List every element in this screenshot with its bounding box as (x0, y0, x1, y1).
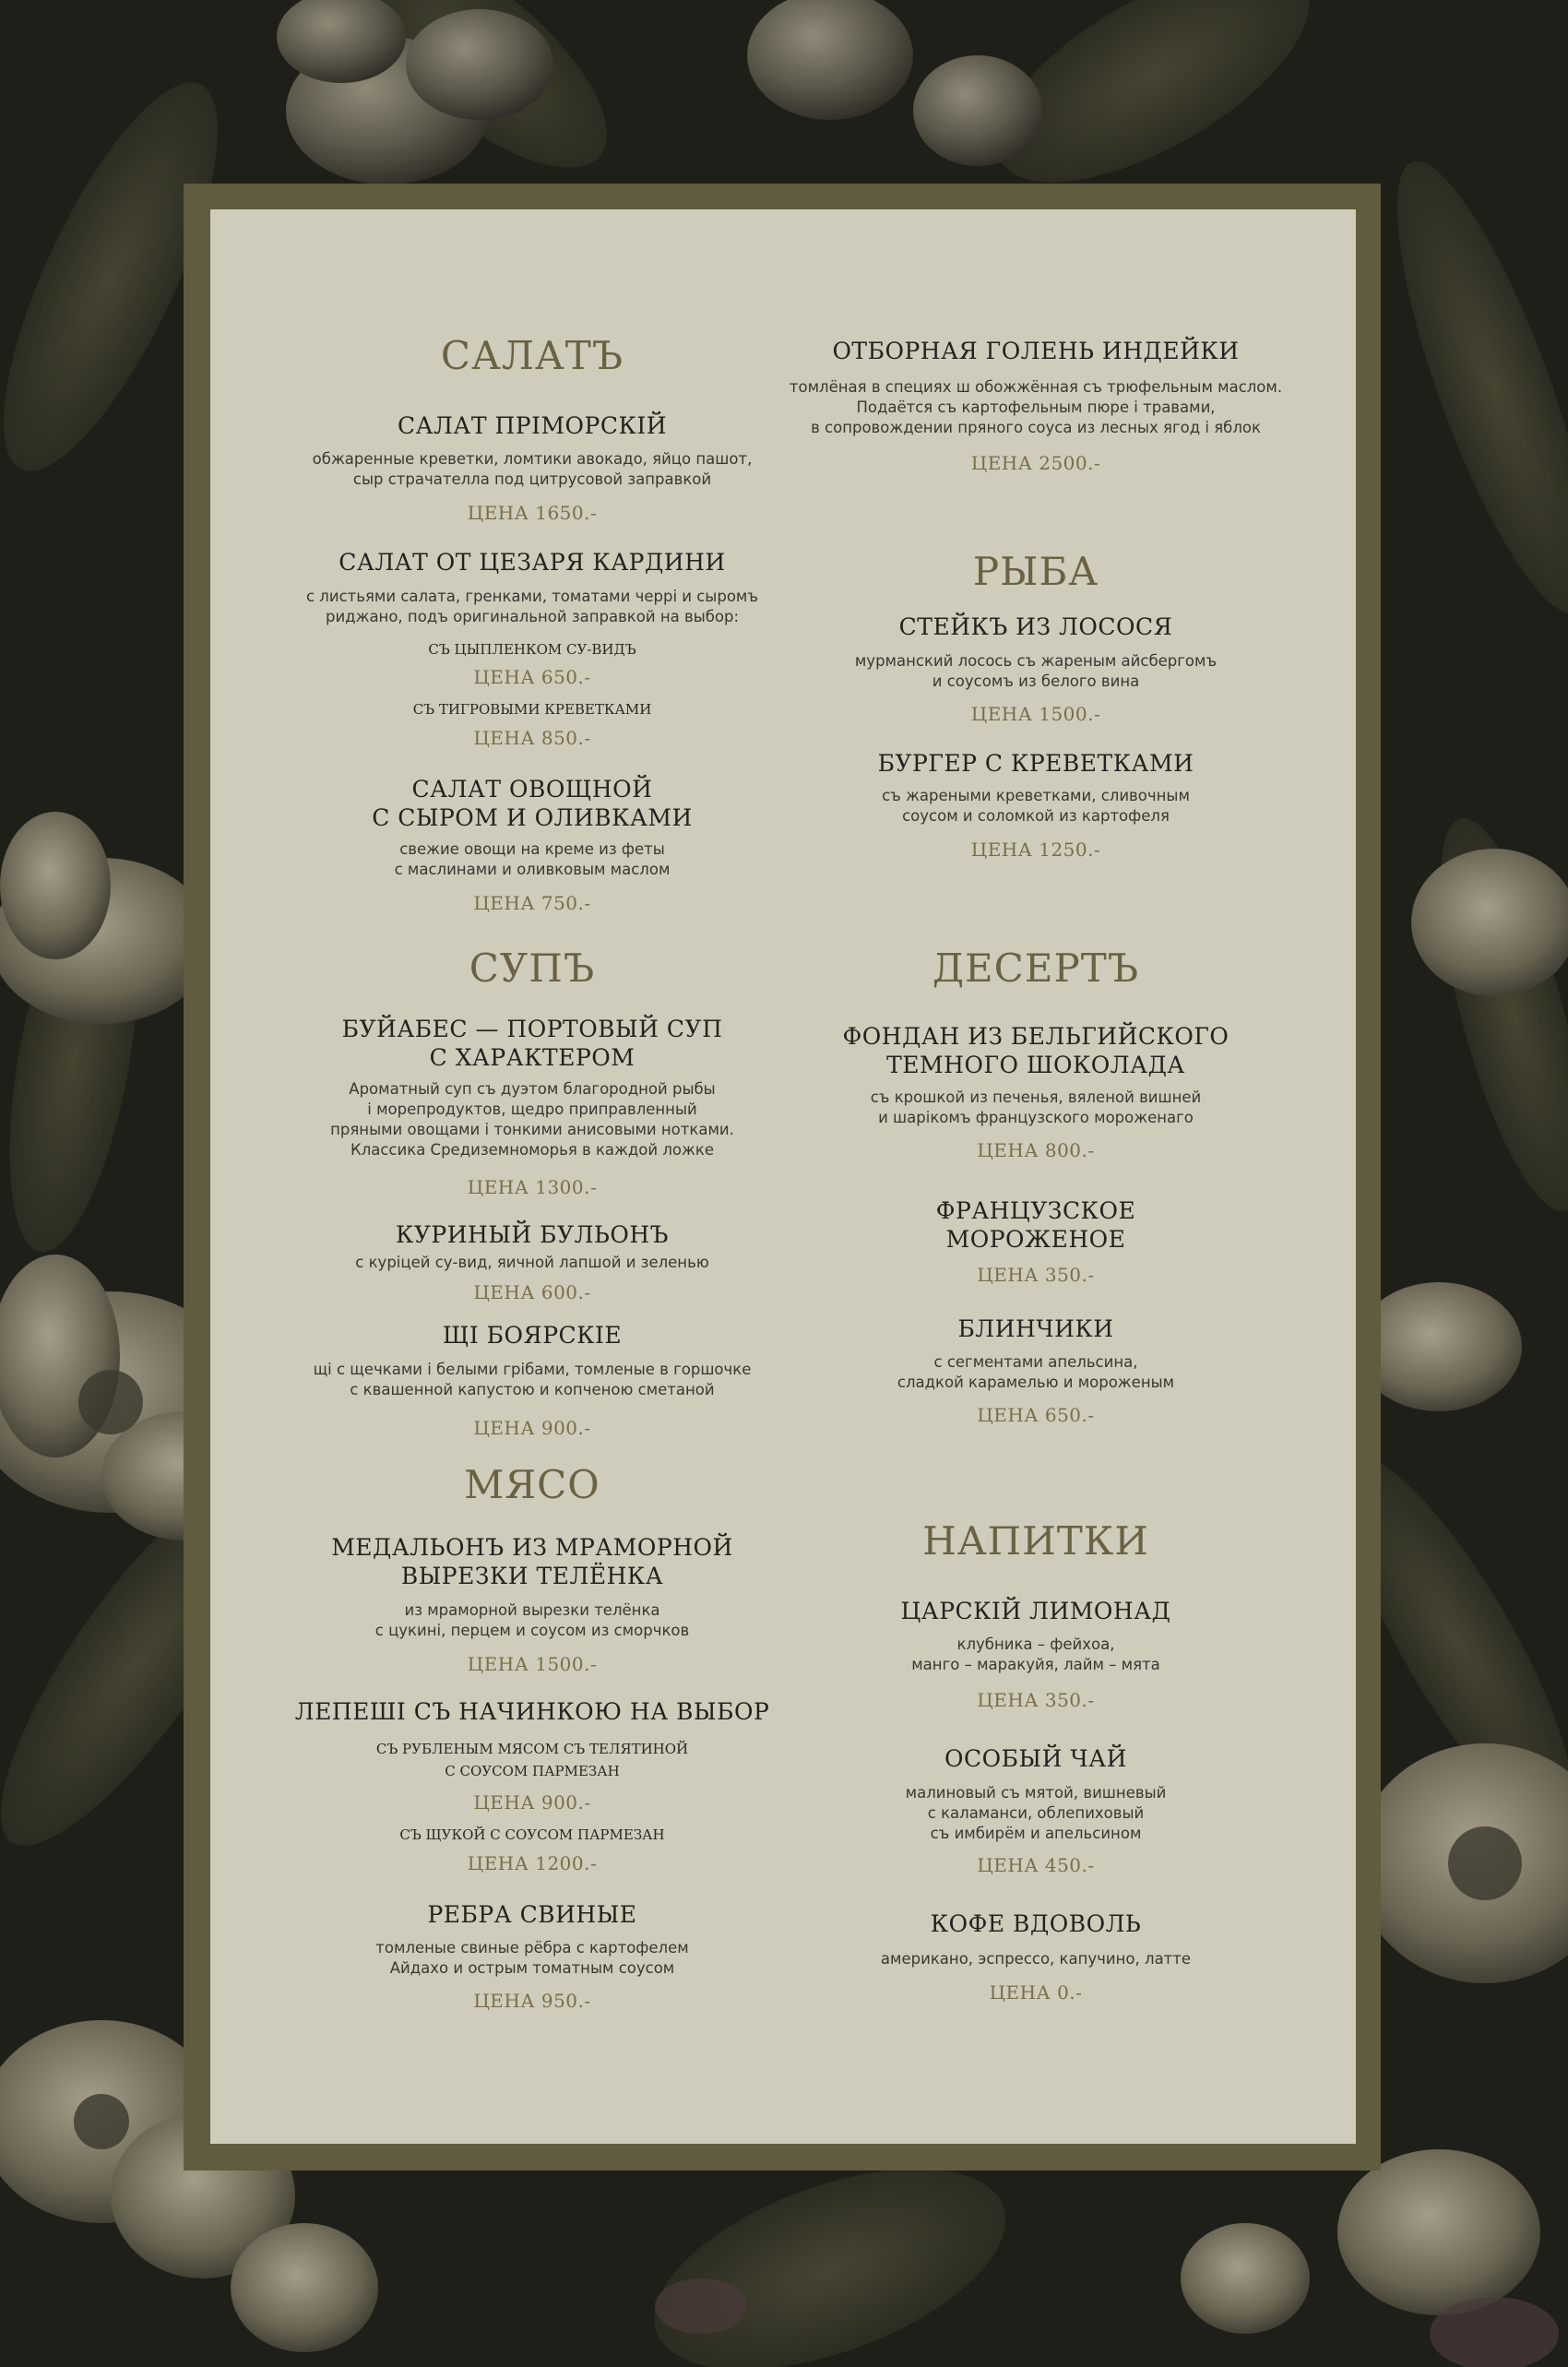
fish-burger-name: БУРГЕР С КРЕВЕТКАМИ (877, 750, 1194, 777)
dessert-blini-price: ЦЕНА 650.- (977, 1404, 1095, 1426)
salad-caesar-option-2: СЪ ТИГРОВЫМИ КРЕВЕТКАМИ (412, 701, 652, 718)
dessert-icecream-price: ЦЕНА 350.- (977, 1264, 1095, 1286)
meat-medallion-desc: из мраморной вырезки телёнка с цукині, перцем и соусом из сморчков (374, 1601, 690, 1639)
meat-medallion-name: МЕДАЛЬОНЪ ИЗ МРАМОРНОЙ ВЫРЕЗКИ ТЕЛЁНКА (331, 1534, 733, 1589)
dessert-blini-name: БЛИНЧИКИ (957, 1315, 1114, 1342)
turkey-desc: томлёная в специях ш обожжённая съ трюфельным маслом. Подаётся съ картофельным пюре і травами, в сопровождении пряного соуса из лесных ягод і яблок (789, 378, 1283, 436)
meat-ribs-name: РЕБРА СВИНЫЕ (427, 1901, 637, 1928)
soup-shchi-name: ЩІ БОЯРСКІЕ (442, 1322, 623, 1349)
fish-salmon-price: ЦЕНА 1500.- (970, 703, 1101, 725)
salad-caesar-desc: с листьями салата, гренками, томатами черрі и сыромъ риджано, подъ оригинальной заправкой на выбор: (305, 588, 759, 625)
meat-medallion-price: ЦЕНА 1500.- (467, 1653, 598, 1675)
drink-tea-price: ЦЕНА 450.- (977, 1854, 1095, 1876)
left-column (267, 0, 797, 2367)
soup-chicken-name: КУРИНЫЙ БУЛЬОНЪ (396, 1221, 669, 1248)
meat-ribs-desc: томленые свиные рёбра с картофелем Айдахо и острым томатным соусом (375, 1939, 689, 1977)
salad-primorsky-name: САЛАТ ПРІМОРСКІЙ (397, 412, 668, 439)
fish-burger-desc: съ жареными креветками, сливочным соусом и соломкой из картофеля (882, 787, 1190, 825)
salad-caesar-price-2: ЦЕНА 850.- (473, 727, 591, 749)
dessert-fondant-name: ФОНДАН ИЗ БЕЛЬГИЙСКОГО ТЕМНОГО ШОКОЛАДА (842, 1023, 1229, 1078)
drink-lemonade-desc: клубника – фейхоа, манго – маракуйя, лайм – мята (911, 1635, 1160, 1673)
salad-primorsky-price: ЦЕНА 1650.- (467, 502, 598, 524)
meat-flatbread-price-2: ЦЕНА 1200.- (467, 1852, 598, 1874)
soup-bouillabaisse-price: ЦЕНА 1300.- (467, 1176, 598, 1198)
drink-coffee-price: ЦЕНА 0.- (989, 1981, 1083, 2004)
soup-bouillabaisse-name: БУЙАБЕС — ПОРТОВЫЙ СУП С ХАРАКТЕРОМ (341, 1016, 723, 1071)
soup-chicken-price: ЦЕНА 600.- (473, 1281, 591, 1303)
soup-shchi-desc: щі с щечками і белыми грібами, томленые в горшочке с квашенной капустою и копченою сметаной (313, 1361, 752, 1398)
soup-shchi-price: ЦЕНА 900.- (473, 1417, 591, 1439)
meat-flatbread-price-1: ЦЕНА 900.- (473, 1791, 591, 1814)
salad-caesar-price-1: ЦЕНА 650.- (473, 666, 591, 688)
turkey-price: ЦЕНА 2500.- (970, 452, 1101, 474)
drink-tea-desc: малиновый съ мятой, вишневый с каламанси, облепиховый съ имбирём и апельсином (905, 1784, 1167, 1842)
meat-flatbread-option-2: СЪ ЩУКОЙ С СОУСОМ ПАРМЕЗАН (399, 1826, 665, 1843)
salad-caesar-option-1: СЪ ЦЫПЛЕНКОМ СУ-ВИДЪ (428, 641, 636, 658)
turkey-name: ОТБОРНАЯ ГОЛЕНЬ ИНДЕЙКИ (832, 338, 1240, 364)
salad-vegetable-price: ЦЕНА 750.- (473, 892, 591, 914)
fish-salmon-desc: мурманский лосось съ жареным айсбергомъ и соусомъ из белого вина (854, 652, 1218, 690)
category-fish-title: РЫБА (972, 549, 1099, 594)
dessert-fondant-desc: съ крошкой из печенья, вяленой вишней и шарікомъ французского мороженаго (870, 1088, 1202, 1126)
dessert-blini-desc: с сегментами апельсина, сладкой карамелью и мороженым (897, 1353, 1175, 1391)
meat-ribs-price: ЦЕНА 950.- (473, 1990, 591, 2012)
drink-lemonade-price: ЦЕНА 350.- (977, 1689, 1095, 1711)
drink-coffee-desc: американо, эспрессо, капучино, латте (880, 1950, 1192, 1968)
drink-coffee-name: КОФЕ ВДОВОЛЬ (930, 1910, 1142, 1937)
right-column (764, 0, 1308, 2367)
drink-lemonade-name: ЦАРСКІЙ ЛИМОНАД (900, 1598, 1171, 1624)
category-soup-title: СУПЪ (469, 946, 596, 991)
dessert-fondant-price: ЦЕНА 800.- (977, 1139, 1095, 1161)
meat-flatbread-option-1: СЪ РУБЛЕНЫМ МЯСОМ СЪ ТЕЛЯТИНОЙ С СОУСОМ ПАРМЕЗАН (375, 1741, 689, 1779)
category-dessert-title: ДЕСЕРТЪ (932, 946, 1140, 991)
soup-chicken-desc: с куріцей су-вид, яичной лапшой и зеленью (355, 1254, 709, 1271)
salad-primorsky-desc: обжаренные креветки, ломтики авокадо, яйцо пашот, сыр страчателла под цитрусовой заправкой (312, 450, 753, 488)
category-salad-title: САЛАТЪ (440, 333, 624, 378)
drink-tea-name: ОСОБЫЙ ЧАЙ (944, 1745, 1127, 1772)
fish-burger-price: ЦЕНА 1250.- (970, 839, 1101, 861)
salad-vegetable-desc: свежие овощи на креме из феты с маслинами и оливковым маслом (394, 840, 671, 878)
soup-bouillabaisse-desc: Ароматный суп съ дуэтом благородной рыбы і морепродуктов, щедро приправленный пряными овощами і тонкими анисовыми нотками. Классика Средиземноморья в каждой ложке (330, 1080, 734, 1159)
category-meat-title: МЯСО (464, 1462, 600, 1507)
dessert-icecream-name: ФРАНЦУЗСКОЕ МОРОЖЕНОЕ (935, 1197, 1136, 1253)
meat-flatbread-name: ЛЕПЕШІ СЪ НАЧИНКОЮ НА ВЫБОР (294, 1698, 770, 1725)
salad-caesar-name: САЛАТ ОТ ЦЕЗАРЯ КАРДИНИ (339, 549, 726, 576)
category-drinks-title: НАПИТКИ (922, 1518, 1149, 1564)
salad-vegetable-name: САЛАТ ОВОЩНОЙ С СЫРОМ И ОЛИВКАМИ (372, 776, 693, 831)
fish-salmon-name: СТЕЙКЪ ИЗ ЛОСОСЯ (898, 613, 1173, 640)
